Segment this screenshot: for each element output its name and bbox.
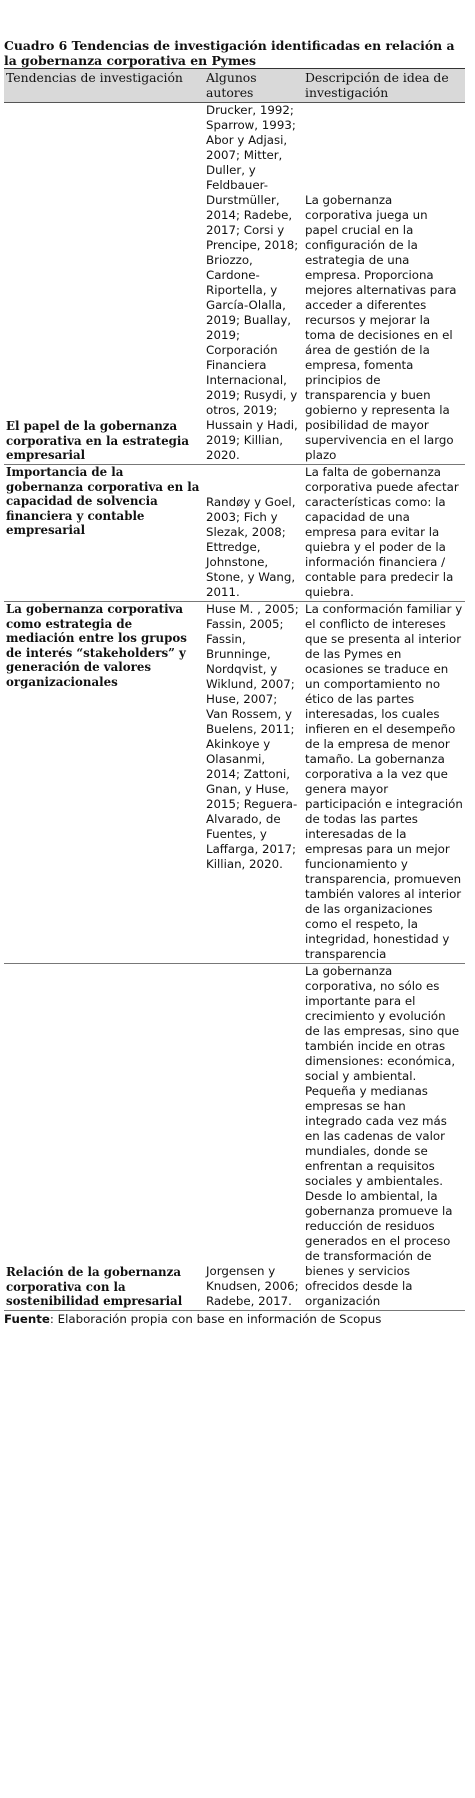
description-cell: La conformación familiar y el conflicto de intereses que se presenta al interior de las Pymes en ocasiones se traduce en un comportamiento no ético de las partes interesadas, los cuales infieren en el desempeño de la empresa de menor tamaño. La gobernanza corporativa a la vez que genera mayor participación e integración de todas las partes interesadas de la empresas para un mejor funcionamiento y transparencia, promueven también valores al interior de las organizaciones como el respeto, la integridad, honestidad y transparencia (303, 602, 465, 964)
table-caption: Cuadro 6 Tendencias de investigación identificadas en relación a la gobernanza corporativa en Pymes (4, 38, 455, 68)
authors-cell: Huse M. , 2005; Fassin, 2005; Fassin, Brunninge, Nordqvist, y Wiklund, 2007; Huse, 2007; Van Rossem, y Buelens, 2011; Akinkoye y Olasanmi, 2014; Zattoni, Gnan, y Huse, 2015; Reguera-Alvarado, de Fuentes, y Laffarga, 2017; Killian, 2020. (204, 602, 303, 964)
source-note (4, 1312, 465, 1327)
trend-cell: El papel de la gobernanza corporativa en la estrategia empresarial (4, 103, 204, 465)
authors-cell: Randøy y Goel, 2003; Fich y Slezak, 2008; Ettredge, Johnstone, Stone, y Wang, 2011. (204, 465, 303, 602)
header-description: Descripción de idea de investigación (303, 69, 465, 103)
trend-cell: La gobernanza corporativa como estrategia de mediación entre los grupos de interés “stakeholders” y generación de valores organizacionales (4, 602, 204, 964)
table-row (4, 103, 465, 465)
header-authors: Algunos autores (204, 69, 303, 103)
authors-cell: Drucker, 1992; Sparrow, 1993; Abor y Adjasi, 2007; Mitter, Duller, y Feldbauer-Durstmüller, 2014; Radebe, 2017; Corsi y Prencipe, 2018; Briozzo, Cardone-Riportella, y García-Olalla, 2019; Buallay, 2019; Corporación Financiera Internacional, 2019; Rusydi, y otros, 2019; Hussain y Hadi, 2019; Killian, 2020. (204, 103, 303, 465)
source-text: : Elaboración propia con base en información de Scopus (49, 1312, 382, 1326)
table-row (4, 964, 465, 1311)
research-trends-table (4, 68, 465, 1311)
description-cell: La falta de gobernanza corporativa puede afectar características como: la capacidad de una empresa para evitar la quiebra y el poder de la información financiera / contable para predecir la quiebra. (303, 465, 465, 602)
description-cell: La gobernanza corporativa, no sólo es importante para el crecimiento y evolución de las empresas, sino que también incide en otras dimensiones: económica, social y ambiental. Pequeña y medianas empresas se han integrado cada vez más en las cadenas de valor mundiales, donde se enfrentan a requisitos sociales y ambientales. Desde lo ambiental, la gobernanza promueve la reducción de residuos generados en el proceso de transformación de bienes y servicios ofrecidos desde la organización (303, 964, 465, 1311)
source-label: Fuente (4, 1312, 50, 1326)
table-header-row (4, 69, 465, 103)
authors-cell: Jorgensen y Knudsen, 2006; Radebe, 2017. (204, 964, 303, 1311)
table-row (4, 602, 465, 964)
trend-cell: Relación de la gobernanza corporativa con la sostenibilidad empresarial (4, 964, 204, 1311)
document-page (4, 0, 465, 1327)
trend-cell: Importancia de la gobernanza corporativa en la capacidad de solvencia financiera y contable empresarial (4, 465, 204, 602)
table-row (4, 465, 465, 602)
description-cell: La gobernanza corporativa juega un papel crucial en la configuración de la estrategia de una empresa. Proporciona mejores alternativas para acceder a diferentes recursos y mejorar la toma de decisiones en el área de gestión de la empresa, fomenta principios de transparencia y buen gobierno y representa la posibilidad de mayor supervivencia en el largo plazo (303, 103, 465, 465)
header-trends: Tendencias de investigación (4, 69, 204, 103)
